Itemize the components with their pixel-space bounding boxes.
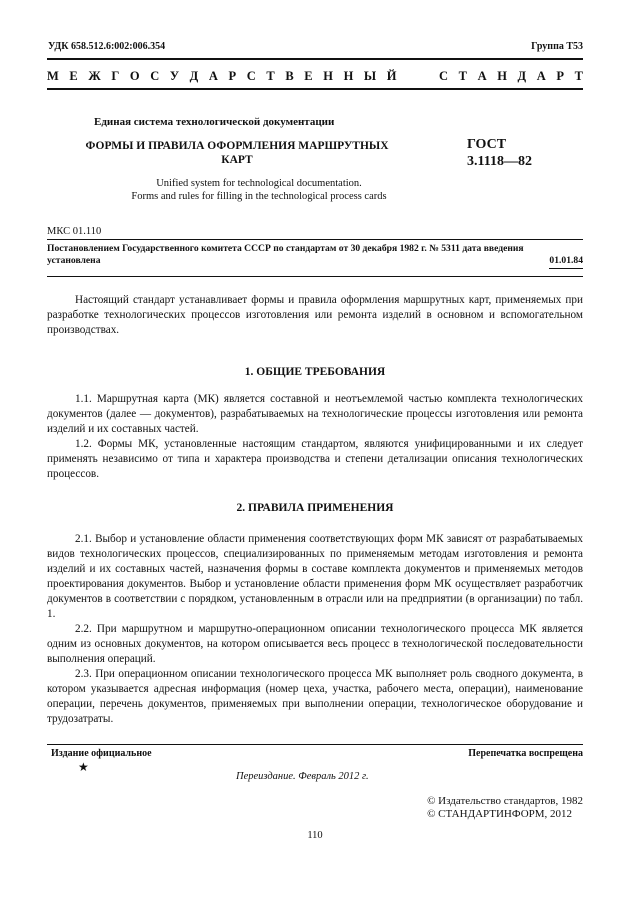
effective-date: 01.01.84 <box>549 255 583 269</box>
decree-block <box>47 243 583 269</box>
paragraph-1-1: 1.1. Маршрутная карта (МК) является составной и неотъемлемой частью комплекта технологических документов (далее — документов), разрабатываемых на технологические процессы изготовления или ремонта изделий и их составных частей. <box>47 393 583 435</box>
title-line-2: КАРТ <box>221 154 253 166</box>
english-line-1: Unified system for technological documentation. <box>156 178 362 189</box>
copyright-block <box>427 795 583 821</box>
decree-line-1: Постановлением Государственного комитета СССР по стандартам от 30 декабря 1982 г. № 5311 дата введения <box>47 243 524 254</box>
official-edition: Издание официальное <box>51 748 152 759</box>
group-code: Группа Т53 <box>531 41 583 52</box>
gost-designation <box>467 136 532 170</box>
document-title <box>47 139 427 167</box>
decree-line-2 <box>47 255 583 269</box>
english-title <box>47 177 471 203</box>
section-1-heading: 1. ОБЩИЕ ТРЕБОВАНИЯ <box>244 366 386 378</box>
standard-banner: М Е Ж Г О С У Д А Р С Т В Е Н Н Ы Й С Т А Н Д А Р Т <box>47 69 583 83</box>
header-top-rule <box>47 58 583 60</box>
section-1-body <box>47 392 583 482</box>
copyright-2012: © СТАНДАРТИНФОРМ, 2012 <box>427 808 573 820</box>
paragraph-2-2: 2.2. При маршрутном и маршрутно-операционном описании технологического процесса МК является одним из основных документов, на котором описывается весь процесс в технологической последовательности выполнения операций. <box>47 623 583 665</box>
mks-rule <box>47 239 583 240</box>
section-2-heading: 2. ПРАВИЛА ПРИМЕНЕНИЯ <box>236 502 394 514</box>
page-number: 110 <box>307 830 323 841</box>
title-line-1: ФОРМЫ И ПРАВИЛА ОФОРМЛЕНИЯ МАРШРУТНЫХ <box>85 140 389 152</box>
decree-established: установлена <box>47 255 101 266</box>
republication-note: Переиздание. Февраль 2012 г. <box>236 771 369 782</box>
udk-code: УДК 658.512.6:002:006.354 <box>48 41 166 52</box>
gost-label: ГОСТ <box>467 137 507 152</box>
decree-rule <box>47 276 583 277</box>
copyright-1982: © Издательство стандартов, 1982 <box>427 795 583 807</box>
star-icon: ★ <box>78 760 89 774</box>
intro-paragraph: Настоящий стандарт устанавливает формы и правила оформления маршрутных карт, применяемых при разработке технологических процессов изготовления или ремонта изделий в основном и вспомогательном производствах. <box>47 294 583 336</box>
paragraph-2-3: 2.3. При операционном описании технологического процесса МК выполняет роль сводного документа, в котором указывается адресная информация (номер цеха, участка, рабочего места, операции), наименование операции, перечень документов, применяемых при выполнении операции, технологическое оборудование и трудозатраты. <box>47 668 583 725</box>
paragraph-2-1: 2.1. Выбор и установление области применения соответствующих форм МК зависят от разрабатываемых видов технологических процессов, специализированных по применяемым методам изготовления и ремонта изделий и их составных частей, назначения формы в составе комплекта документов и применяемых методов проектирования документов. Выбор и установление области применения форм МК осуществляет разработчик документов в соответствии с порядком, установленным в отрасли или на предприятии (в организации) по табл. 1. <box>47 533 583 620</box>
section-2-body <box>47 532 583 727</box>
paragraph-1-2: 1.2. Формы МК, установленные настоящим стандартом, являются унифицированными и их следует применять независимо от типа и характера производства и степени детализации описания технологических процессов. <box>47 438 583 480</box>
gost-number: 3.1118—82 <box>467 154 532 169</box>
english-line-2: Forms and rules for filling in the technological process cards <box>131 191 387 202</box>
reprint-prohibited: Перепечатка воспрещена <box>468 748 583 759</box>
header-bottom-rule <box>47 88 583 90</box>
mks-code: МКС 01.110 <box>47 226 102 237</box>
footer-rule <box>47 744 583 745</box>
system-name: Единая система технологической документации <box>94 116 335 128</box>
